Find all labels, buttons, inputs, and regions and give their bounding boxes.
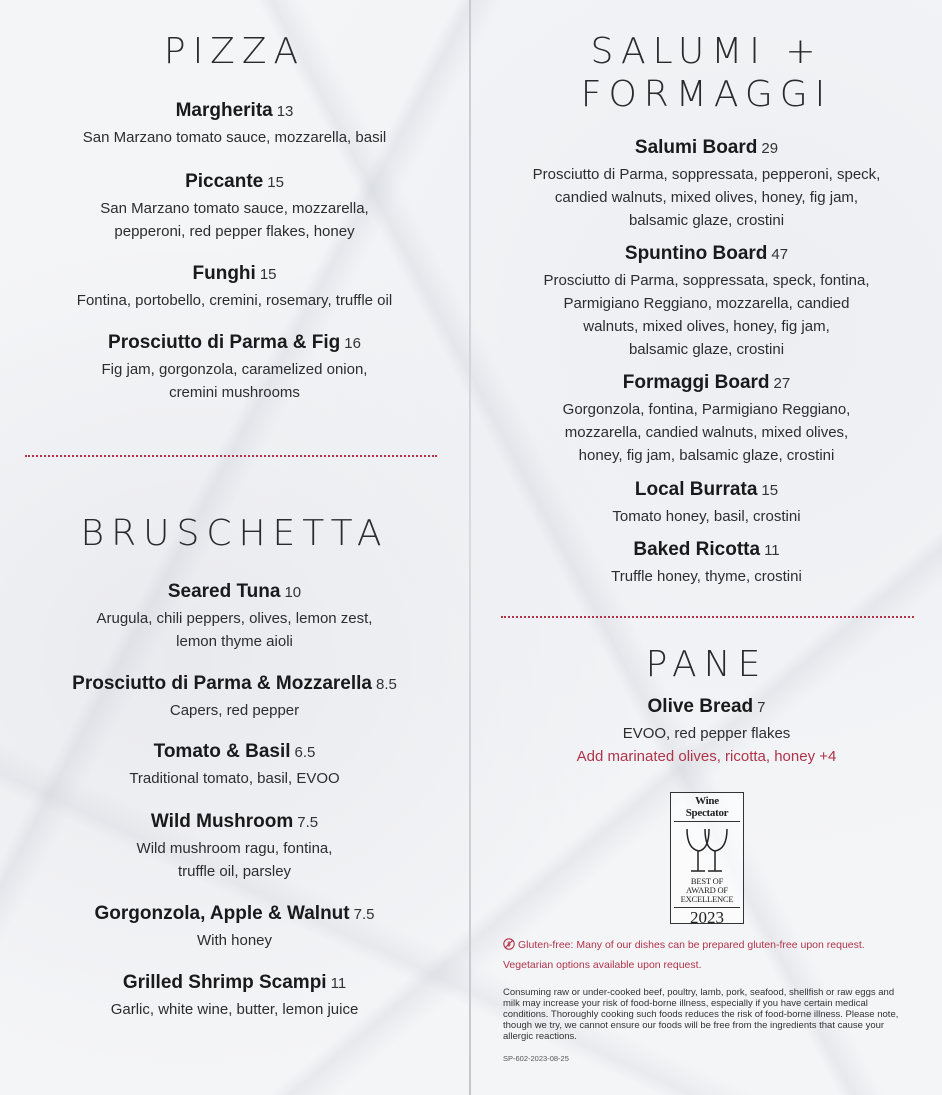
section-divider — [501, 616, 914, 618]
badge-brand: Wine Spectator — [674, 793, 740, 822]
item-name: Margherita — [175, 100, 273, 121]
item-price: 8.5 — [376, 676, 397, 693]
item-price: 11 — [330, 975, 347, 992]
menu-item — [0, 171, 469, 243]
item-name: Local Burrata — [634, 479, 758, 500]
badge-award-line: AWARD OF — [686, 885, 728, 895]
item-desc: Prosciutto di Parma, soppressata, speck, fontina, — [543, 271, 870, 289]
menu-item — [0, 100, 469, 149]
item-price: 29 — [761, 140, 779, 157]
menu-item — [471, 372, 942, 467]
salumi-title — [471, 31, 942, 116]
item-price: 15 — [267, 174, 284, 191]
wine-glasses-icon — [677, 825, 737, 875]
menu-item — [0, 741, 469, 790]
item-desc: honey, fig jam, balsamic glaze, crostini — [578, 446, 835, 464]
item-desc: Capers, red pepper — [169, 701, 300, 719]
item-name: Salumi Board — [634, 137, 758, 158]
item-desc: Garlic, white wine, butter, lemon juice — [110, 1000, 359, 1018]
menu-item — [0, 811, 469, 883]
item-name: Gorgonzola, Apple & Walnut — [94, 903, 350, 924]
item-name: Wild Mushroom — [150, 811, 294, 832]
salumi-title-line2: FORMAGGI — [580, 74, 833, 116]
item-name: Seared Tuna — [167, 581, 281, 602]
badge-year: 2023 — [674, 907, 740, 927]
item-desc: Truffle honey, thyme, crostini — [611, 567, 802, 585]
item-name: Grilled Shrimp Scampi — [122, 972, 327, 993]
item-desc: San Marzano tomato sauce, mozzarella, basil — [82, 128, 387, 146]
menu-item — [0, 581, 469, 653]
item-name: Funghi — [192, 263, 256, 284]
gluten-free-icon — [503, 938, 515, 950]
item-price: 16 — [344, 335, 361, 352]
item-price: 47 — [771, 246, 789, 263]
menu-item — [0, 903, 469, 952]
food-safety-disclaimer: Consuming raw or under-cooked beef, poultry, lamb, pork, seafood, shellfish or raw eggs and milk may increase your risk of food-borne illness, especially if you have certain medical conditions. Thoroughly cooking such foods reduces the risk of food-borne illness. Please note, though we try, we cannot ensure our foods will be free from the ingredients that cause your allergic reactions. — [503, 987, 899, 1042]
item-price: 6.5 — [294, 744, 316, 761]
pane-title: PANE — [645, 644, 768, 685]
menu-item — [471, 696, 942, 768]
item-desc: Fig jam, gorgonzola, caramelized onion, — [101, 360, 368, 378]
item-addon: Add marinated olives, ricotta, honey +4 — [576, 747, 837, 765]
item-price: 11 — [764, 542, 780, 559]
item-desc: Tomato honey, basil, crostini — [612, 507, 801, 525]
item-desc: cremini mushrooms — [169, 383, 300, 401]
menu-item — [0, 263, 469, 312]
menu-item — [471, 243, 942, 361]
item-price: 7.5 — [297, 814, 319, 831]
item-desc: Wild mushroom ragu, fontina, — [136, 839, 333, 857]
menu-item — [471, 539, 942, 588]
item-price: 7 — [757, 699, 766, 716]
item-price: 10 — [284, 584, 302, 601]
menu-item — [471, 137, 942, 232]
item-desc: mozzarella, candied walnuts, mixed olives, — [564, 423, 849, 441]
item-price: 15 — [761, 482, 779, 499]
item-price: 27 — [773, 375, 791, 392]
item-name: Spuntino Board — [624, 243, 768, 264]
item-desc: Traditional tomato, basil, EVOO — [129, 769, 340, 787]
item-price: 15 — [259, 266, 277, 283]
menu-item — [0, 972, 469, 1021]
badge-award-line: BEST OF — [690, 876, 724, 886]
salumi-title-line1: SALUMI + — [590, 31, 823, 72]
item-name: Prosciutto di Parma & Mozzarella — [72, 673, 372, 694]
item-desc: Fontina, portobello, cremini, rosemary, truffle oil — [76, 291, 393, 309]
item-desc: balsamic glaze, crostini — [628, 340, 785, 358]
item-name: Tomato & Basil — [153, 741, 291, 762]
item-desc: candied walnuts, mixed olives, honey, fig jam, — [554, 188, 859, 206]
item-desc: With honey — [196, 931, 273, 949]
item-name: Olive Bread — [647, 696, 754, 717]
item-desc: Prosciutto di Parma, soppressata, pepperoni, speck, — [532, 165, 881, 183]
item-name: Piccante — [185, 171, 264, 192]
item-desc: Gorgonzola, fontina, Parmigiano Reggiano, — [562, 400, 851, 418]
document-code: SP-602-2023-08-25 — [503, 1054, 569, 1063]
vegetarian-note: Vegetarian options available upon request. — [503, 959, 702, 971]
item-desc: Arugula, chili peppers, olives, lemon zest, — [96, 609, 373, 627]
item-desc: lemon thyme aioli — [176, 632, 293, 650]
section-divider — [25, 455, 437, 457]
wine-spectator-badge — [670, 792, 744, 927]
menu-item — [0, 332, 469, 404]
item-desc: San Marzano tomato sauce, mozzarella, — [100, 199, 369, 217]
item-desc: EVOO, red pepper flakes — [622, 724, 791, 742]
gluten-free-note — [503, 935, 913, 955]
item-price: 13 — [276, 103, 294, 120]
item-name: Baked Ricotta — [633, 539, 761, 560]
bruschetta-title: BRUSCHETTA — [80, 513, 389, 554]
item-price: 7.5 — [353, 906, 375, 923]
item-desc: balsamic glaze, crostini — [628, 211, 785, 229]
item-name: Formaggi Board — [622, 372, 770, 393]
pizza-title: PIZZA — [163, 31, 306, 72]
menu-item — [471, 479, 942, 528]
menu-item — [0, 673, 469, 722]
item-name: Prosciutto di Parma & Fig — [108, 332, 341, 353]
item-desc: Parmigiano Reggiano, mozzarella, candied — [563, 294, 850, 312]
badge-award-line: EXCELLENCE — [680, 894, 734, 904]
item-desc: truffle oil, parsley — [177, 862, 292, 880]
item-desc: pepperoni, red pepper flakes, honey — [114, 222, 355, 240]
item-desc: walnuts, mixed olives, honey, fig jam, — [583, 317, 830, 335]
footer-notes — [503, 935, 913, 1063]
gluten-free-text: Gluten-free: Many of our dishes can be prepared gluten-free upon request. — [518, 939, 865, 951]
